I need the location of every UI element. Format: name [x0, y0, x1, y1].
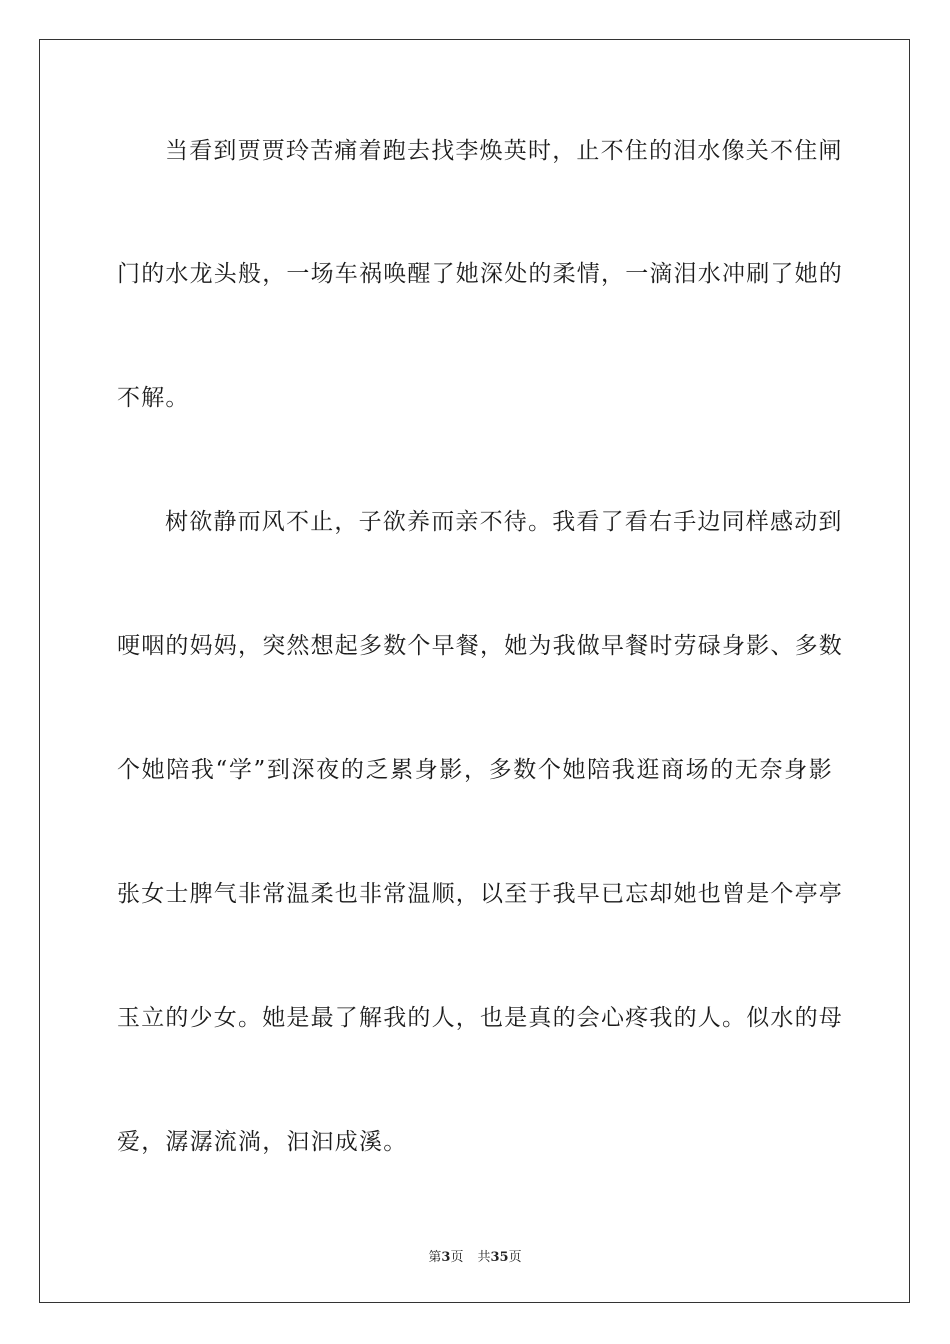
footer-page-number: 3 [441, 1250, 451, 1265]
footer-total-suffix: 页 [508, 1250, 522, 1265]
footer-total-pages: 35 [490, 1250, 509, 1265]
paragraph-1-line-3: 不解。 [117, 385, 190, 411]
paragraph-2-line-5: 玉立的少女。她是最了解我的人，也是真的会心疼我的人。似水的母 [117, 1005, 843, 1031]
footer-page-prefix: 第 [428, 1250, 442, 1265]
paragraph-2-line-6: 爱，潺潺流淌，汩汩成溪。 [117, 1129, 408, 1155]
paragraph-2-line-3: 个她陪我“学”到深夜的乏累身影，多数个她陪我逛商场的无奈身影 [117, 757, 833, 783]
footer-page-suffix: 页 [450, 1250, 464, 1265]
paragraph-2-line-4: 张女士脾气非常温柔也非常温顺，以至于我早已忘却她也曾是个亭亭 [117, 881, 843, 907]
footer-total-prefix: 共 [477, 1250, 491, 1265]
page-border [39, 39, 910, 1303]
paragraph-2-line-2: 哽咽的妈妈，突然想起多数个早餐，她为我做早餐时劳碌身影、多数 [117, 633, 843, 659]
paragraph-2-line-1: 树欲静而风不止，子欲养而亲不待。我看了看右手边同样感动到 [165, 509, 843, 535]
paragraph-1-line-2: 门的水龙头般，一场车祸唤醒了她深处的柔情，一滴泪水冲刷了她的 [117, 261, 843, 287]
paragraph-1-line-1: 当看到贾贾玲苦痛着跑去找李焕英时，止不住的泪水像关不住闸 [165, 138, 843, 164]
page-footer [0, 1250, 950, 1266]
